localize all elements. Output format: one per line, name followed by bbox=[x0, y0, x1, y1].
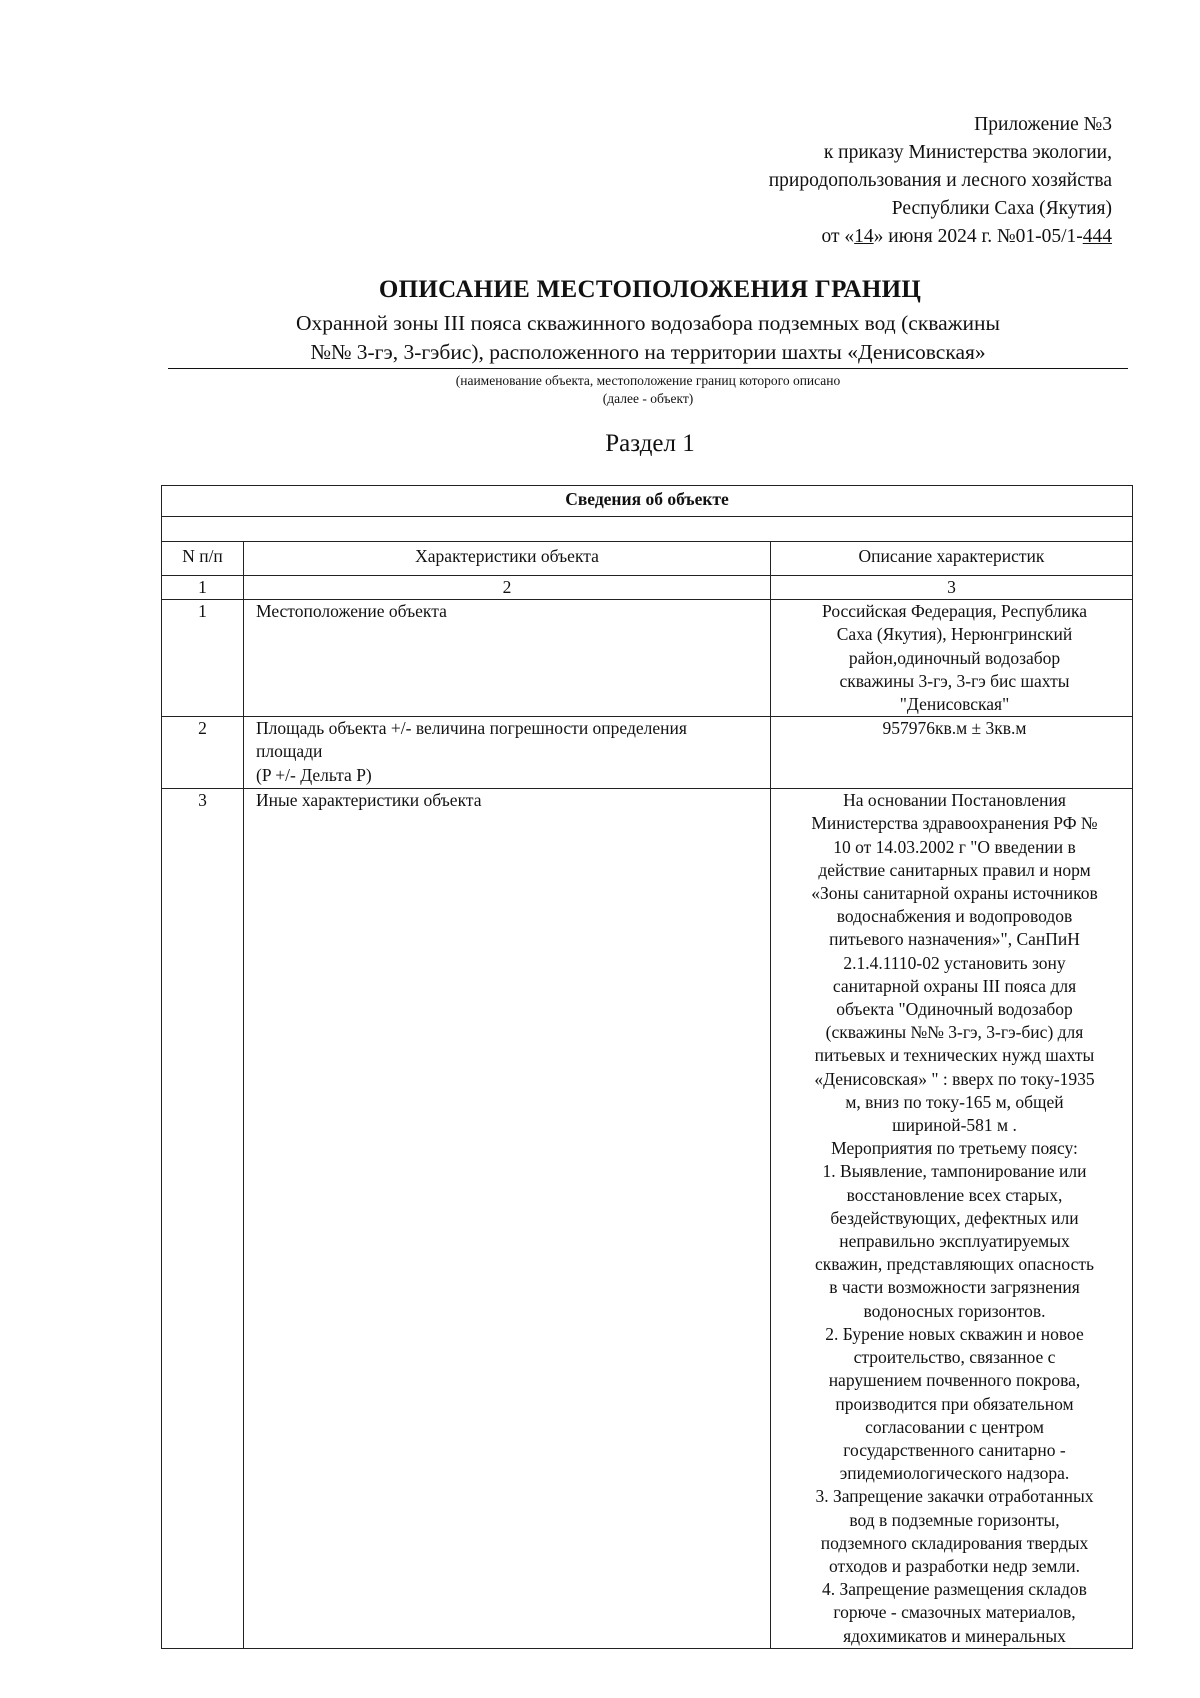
section-title: Раздел 1 bbox=[605, 430, 695, 457]
date-middle: » июня 2024 г. №01-05/1- bbox=[873, 226, 1083, 247]
appendix-line-3: природопользования и лесного хозяйства bbox=[768, 170, 1112, 191]
date-day: 14 bbox=[854, 226, 874, 247]
row-num: 3 bbox=[162, 789, 244, 1649]
appendix-date-line bbox=[769, 223, 1112, 251]
row-num: 1 bbox=[162, 600, 244, 717]
date-prefix: от « bbox=[821, 226, 855, 247]
table-row bbox=[162, 717, 1133, 789]
object-name-line-1: Охранной зоны III пояса скважинного водозабора подземных вод (скважины bbox=[296, 311, 1000, 335]
row-label: Площадь объекта +/- величина погрешности определения площади (P +/- Дельта P) bbox=[244, 717, 771, 789]
table-blank-row bbox=[162, 517, 1133, 542]
object-name-underline bbox=[168, 368, 1128, 369]
row-description: Российская Федерация, Республика Саха (Якутия), Нерюнгринский район,одиночный водозабор скважины 3-гэ, 3-гэ бис шахты "Денисовская" bbox=[771, 600, 1133, 717]
table-column-numbers-row bbox=[162, 576, 1133, 600]
object-hint-line-1: (наименование объекта, местоположение границ которого описано bbox=[455, 373, 841, 388]
appendix-line-4: Республики Саха (Якутия) bbox=[891, 198, 1112, 219]
header-num: N п/п bbox=[162, 542, 244, 576]
column-number-2: 2 bbox=[244, 576, 771, 600]
row-num: 2 bbox=[162, 717, 244, 789]
order-number: 444 bbox=[1082, 226, 1112, 247]
document-title: ОПИСАНИЕ МЕСТОПОЛОЖЕНИЯ ГРАНИЦ bbox=[378, 276, 922, 303]
row-description: 957976кв.м ± 3кв.м bbox=[771, 717, 1133, 789]
object-info-table bbox=[161, 485, 1133, 1649]
column-number-3: 3 bbox=[771, 576, 1133, 600]
appendix-line-2: к приказу Министерства экологии, bbox=[823, 142, 1112, 163]
column-number-1: 1 bbox=[162, 576, 244, 600]
table-row bbox=[162, 600, 1133, 717]
object-name-hint bbox=[168, 372, 1128, 408]
table-header-row bbox=[162, 542, 1133, 576]
table-caption-row bbox=[162, 486, 1133, 517]
row-description: На основании Постановления Министерства здравоохранения РФ № 10 от 14.03.2002 г "О введении в действие санитарных правил и норм «Зоны санитарной охраны источников водоснабжения и водопроводов питьевого назначения»", СанПиН 2.1.4.1110-02 установить зону санитарной охраны III пояса для объекта "Одиночный водозабор (скважины №№ 3-гэ, 3-гэ-бис) для питьевых и технических нужд шахты «Денисовская» " : вверх по току-1935 м, вниз по току-165 м, общей шириной-581 м . Мероприятия по третьему поясу: 1. Выявление, тампонирование или восстановление всех старых, бездействующих, дефектных или неправильно эксплуатируемых скважин, представляющих опасность в части возможности загрязнения водоносных горизонтов. 2. Бурение новых скважин и новое строительство, связанное с нарушением почвенного покрова, производится при обязательном согласовании с центром государственного санитарно - эпидемиологического надзора. 3. Запрещение закачки отработанных вод в подземные горизонты, подземного складирования твердых отходов и разработки недр земли. 4. Запрещение размещения складов горюче - смазочных материалов, ядохимикатов и минеральных bbox=[771, 789, 1133, 1649]
row-label: Местоположение объекта bbox=[244, 600, 771, 717]
header-characteristics: Характеристики объекта bbox=[244, 542, 771, 576]
table-row bbox=[162, 789, 1133, 1649]
table-blank-cell bbox=[162, 517, 1133, 542]
object-name bbox=[168, 309, 1128, 367]
appendix-line-1: Приложение №3 bbox=[974, 114, 1112, 135]
object-name-line-2: №№ 3-гэ, 3-гэбис), расположенного на территории шахты «Денисовская» bbox=[310, 340, 986, 364]
row-label: Иные характеристики объекта bbox=[244, 789, 771, 1649]
table-caption: Сведения об объекте bbox=[162, 486, 1133, 517]
header-description: Описание характеристик bbox=[771, 542, 1133, 576]
object-hint-line-2: (далее - объект) bbox=[602, 391, 694, 406]
appendix-block bbox=[769, 111, 1112, 251]
